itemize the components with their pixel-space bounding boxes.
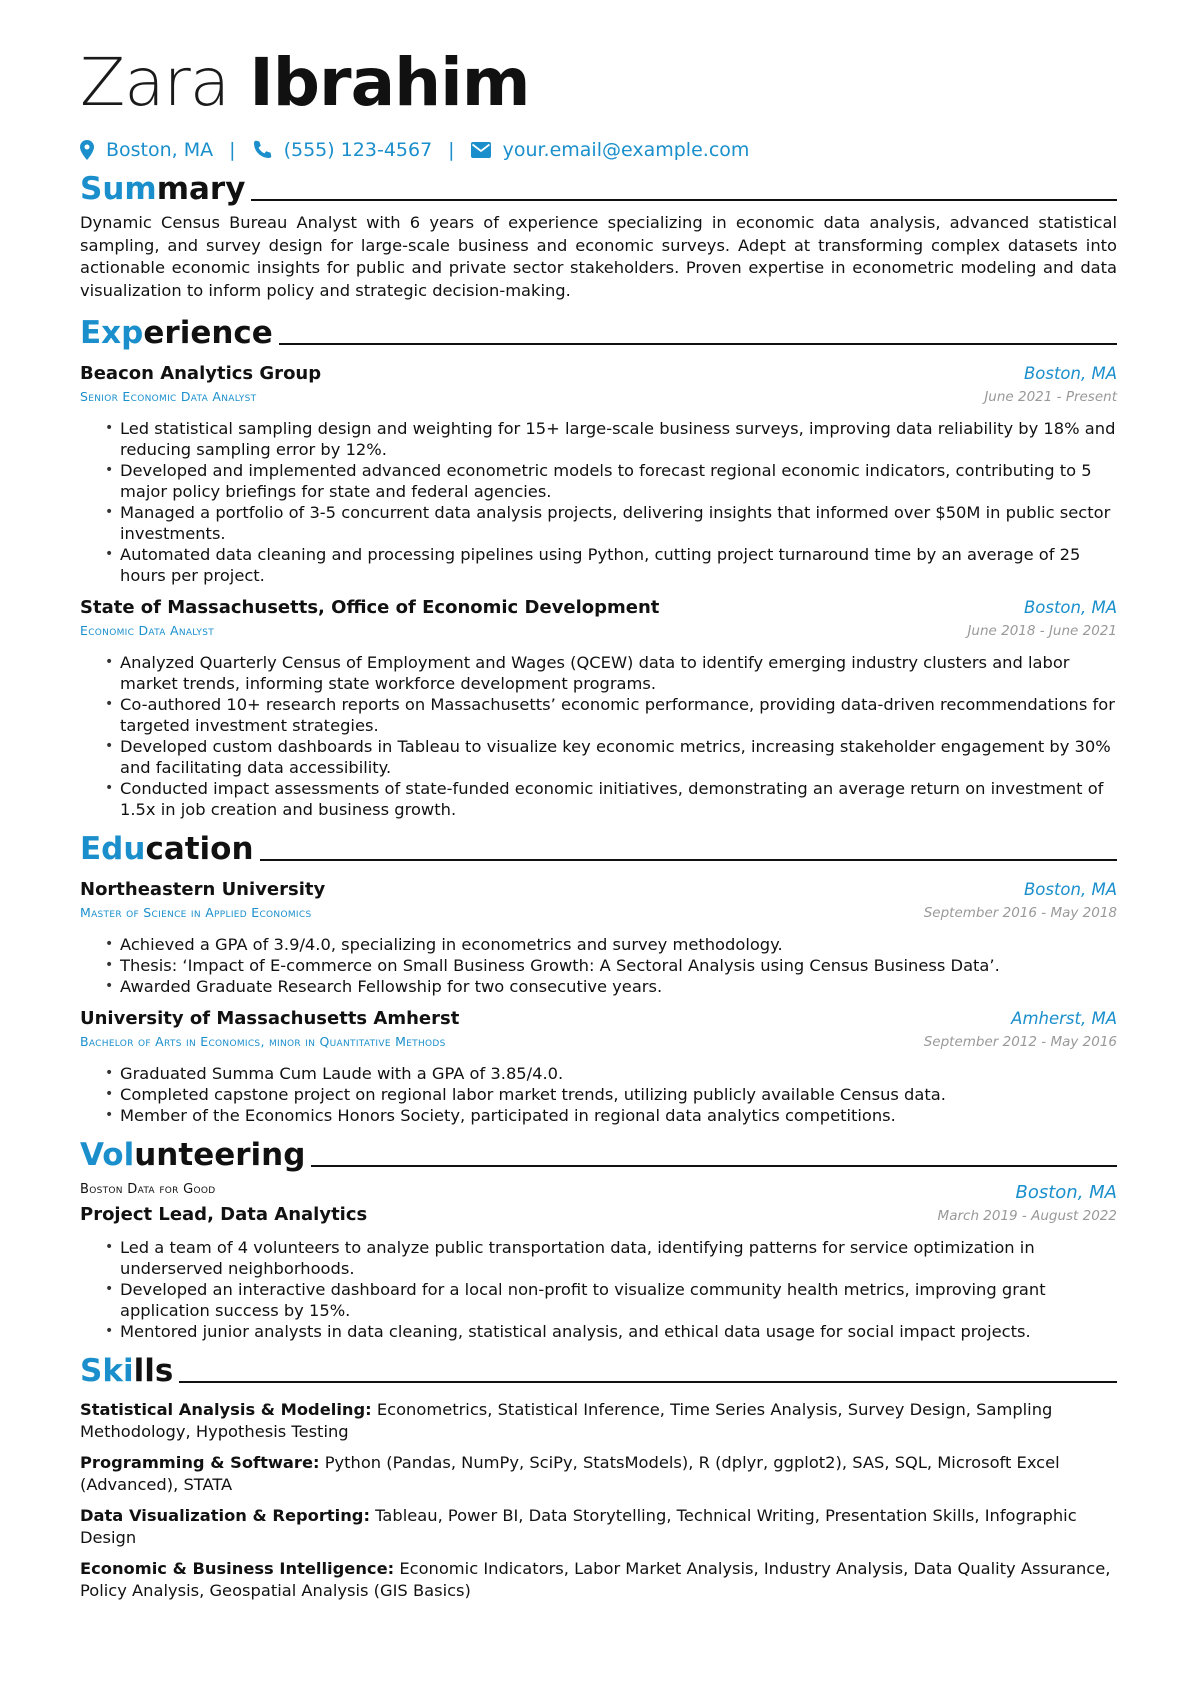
entry-location: Boston, MA bbox=[1015, 1182, 1117, 1204]
list-item: • Analyzed Quarterly Census of Employment and Wages (QCEW) data to identify emerging industry clusters and labor market trends, informing state workforce development programs. bbox=[120, 652, 1117, 694]
entry-dates: June 2018 - June 2021 bbox=[967, 623, 1117, 640]
school-name: University of Massachusetts Amherst bbox=[80, 1008, 460, 1030]
contact-phone bbox=[252, 139, 433, 161]
contact-separator: | bbox=[229, 139, 236, 161]
section-title: Summary bbox=[80, 171, 246, 207]
employer-name: State of Massachusetts, Office of Economic Development bbox=[80, 597, 660, 619]
entry-location: Amherst, MA bbox=[1011, 1009, 1117, 1029]
skill-label: Statistical Analysis & Modeling: bbox=[80, 1400, 372, 1420]
entry-dates: June 2021 - Present bbox=[984, 389, 1117, 406]
education-entry bbox=[80, 1007, 1117, 1126]
location-text: Boston, MA bbox=[106, 139, 214, 161]
section-title: Skills bbox=[80, 1353, 174, 1390]
first-name: Zara bbox=[80, 44, 230, 121]
envelope-icon bbox=[471, 142, 491, 158]
employer-name: Beacon Analytics Group bbox=[80, 363, 322, 385]
entry-dates: September 2016 - May 2018 bbox=[923, 905, 1117, 922]
list-item: • Developed and implemented advanced econometric models to forecast regional economic indicators, contributing to 5 major policy briefings for state and federal agencies. bbox=[120, 460, 1117, 502]
entry-location: Boston, MA bbox=[1023, 598, 1117, 618]
phone-link[interactable]: (555) 123-4567 bbox=[283, 139, 433, 161]
entry-dates: March 2019 - August 2022 bbox=[937, 1208, 1117, 1225]
skill-group bbox=[80, 1452, 1117, 1496]
list-item: • Mentored junior analysts in data cleaning, statistical analysis, and ethical data usage for social impact projects. bbox=[120, 1321, 1117, 1342]
experience-entry bbox=[80, 596, 1117, 820]
entry-location: Boston, MA bbox=[1023, 364, 1117, 384]
candidate-name bbox=[80, 38, 1117, 130]
contact-separator: | bbox=[448, 139, 455, 161]
section-rule bbox=[260, 859, 1117, 861]
map-pin-icon bbox=[80, 140, 94, 160]
resume-page bbox=[80, 38, 1117, 1602]
organization-name: Boston Data for Good bbox=[80, 1182, 216, 1198]
list-item: • Conducted impact assessments of state-funded economic initiatives, demonstrating an average return on investment of 1.5x in job creation and business growth. bbox=[120, 778, 1117, 820]
list-item: • Achieved a GPA of 3.9/4.0, specializing in econometrics and survey methodology. bbox=[120, 934, 1117, 955]
entry-location: Boston, MA bbox=[1023, 880, 1117, 900]
contact-bar bbox=[80, 130, 1117, 170]
list-item: • Thesis: ‘Impact of E-commerce on Small Business Growth: A Sectoral Analysis using Census Business Data’. bbox=[120, 955, 1117, 976]
list-item: • Completed capstone project on regional labor market trends, utilizing publicly available Census data. bbox=[120, 1084, 1117, 1105]
skills-heading bbox=[80, 1352, 1117, 1390]
last-name: Ibrahim bbox=[249, 44, 530, 121]
education-heading bbox=[80, 830, 1117, 868]
skill-label: Programming & Software: bbox=[80, 1453, 320, 1473]
summary-text: Dynamic Census Bureau Analyst with 6 years of experience specializing in economic data analysis, advanced statistical sampling, and survey design for large-scale business and economic surveys. Adept at transforming complex datasets into actionable economic insights for public and private sector stakeholders. Proven expertise in econometric modeling and data visualization to inform policy and strategic decision-making. bbox=[80, 213, 1117, 300]
section-title: Experience bbox=[80, 315, 273, 352]
school-name: Northeastern University bbox=[80, 879, 326, 901]
list-item: • Graduated Summa Cum Laude with a GPA of 3.85/4.0. bbox=[120, 1063, 1117, 1084]
skill-values: Econometrics, Statistical Inference, Time Series Analysis, Survey Design, Sampling Methodology, Hypothesis Testing bbox=[80, 1400, 1053, 1442]
list-item: • Developed an interactive dashboard for a local non-profit to visualize community health metrics, improving grant application success by 15%. bbox=[120, 1279, 1117, 1321]
skill-values: Tableau, Power BI, Data Storytelling, Technical Writing, Presentation Skills, Infographic Design bbox=[80, 1506, 1077, 1548]
education-entry bbox=[80, 878, 1117, 997]
skill-group bbox=[80, 1558, 1117, 1602]
skill-label: Data Visualization & Reporting: bbox=[80, 1506, 370, 1526]
section-title: Education bbox=[80, 831, 254, 868]
bullet-list bbox=[80, 934, 1117, 997]
phone-icon bbox=[252, 140, 272, 160]
list-item: • Led a team of 4 volunteers to analyze public transportation data, identifying patterns for service optimization in underserved neighborhoods. bbox=[120, 1237, 1117, 1279]
bullet-list bbox=[80, 1237, 1117, 1342]
volunteering-entry bbox=[80, 1180, 1117, 1342]
entry-dates: September 2012 - May 2016 bbox=[923, 1034, 1117, 1051]
list-item: • Member of the Economics Honors Society, participated in regional data analytics competitions. bbox=[120, 1105, 1117, 1126]
contact-email bbox=[471, 139, 750, 161]
list-item: • Led statistical sampling design and weighting for 15+ large-scale business surveys, improving data reliability by 18% and reducing sampling error by 12%. bbox=[120, 418, 1117, 460]
volunteering-heading bbox=[80, 1136, 1117, 1174]
section-rule bbox=[179, 1381, 1117, 1383]
bullet-list bbox=[80, 1063, 1117, 1126]
experience-heading bbox=[80, 314, 1117, 352]
section-rule bbox=[279, 343, 1117, 345]
list-item: • Awarded Graduate Research Fellowship for two consecutive years. bbox=[120, 976, 1117, 997]
bullet-list bbox=[80, 652, 1117, 820]
section-title: Volunteering bbox=[80, 1137, 306, 1174]
skill-label: Economic & Business Intelligence: bbox=[80, 1559, 395, 1579]
job-title: Senior Economic Data Analyst bbox=[80, 389, 257, 405]
list-item: • Managed a portfolio of 3-5 concurrent data analysis projects, delivering insights that informed over $50M in public sector investments. bbox=[120, 502, 1117, 544]
degree-title: Bachelor of Arts in Economics, minor in Quantitative Methods bbox=[80, 1034, 446, 1050]
list-item: • Co-authored 10+ research reports on Massachusetts’ economic performance, providing data-driven recommendations for targeted investment strategies. bbox=[120, 694, 1117, 736]
skill-values: Python (Pandas, NumPy, SciPy, StatsModels), R (dplyr, ggplot2), SAS, SQL, Microsoft Excel (Advanced), STATA bbox=[80, 1453, 1060, 1495]
section-rule bbox=[251, 199, 1117, 201]
summary-heading bbox=[80, 170, 1117, 208]
bullet-list bbox=[80, 418, 1117, 586]
skill-group bbox=[80, 1505, 1117, 1549]
email-link[interactable]: your.email@example.com bbox=[502, 139, 750, 161]
skill-values: Economic Indicators, Labor Market Analysis, Industry Analysis, Data Quality Assurance, Policy Analysis, Geospatial Analysis (GIS Basics) bbox=[80, 1559, 1111, 1601]
degree-title: Master of Science in Applied Economics bbox=[80, 905, 312, 921]
section-rule bbox=[311, 1165, 1117, 1167]
job-title: Economic Data Analyst bbox=[80, 623, 215, 639]
volunteer-role: Project Lead, Data Analytics bbox=[80, 1204, 368, 1226]
skill-group bbox=[80, 1399, 1117, 1443]
experience-entry bbox=[80, 362, 1117, 586]
contact-location bbox=[80, 139, 213, 161]
list-item: • Developed custom dashboards in Tableau to visualize key economic metrics, increasing stakeholder engagement by 30% and facilitating data accessibility. bbox=[120, 736, 1117, 778]
list-item: • Automated data cleaning and processing pipelines using Python, cutting project turnaround time by an average of 25 hours per project. bbox=[120, 544, 1117, 586]
